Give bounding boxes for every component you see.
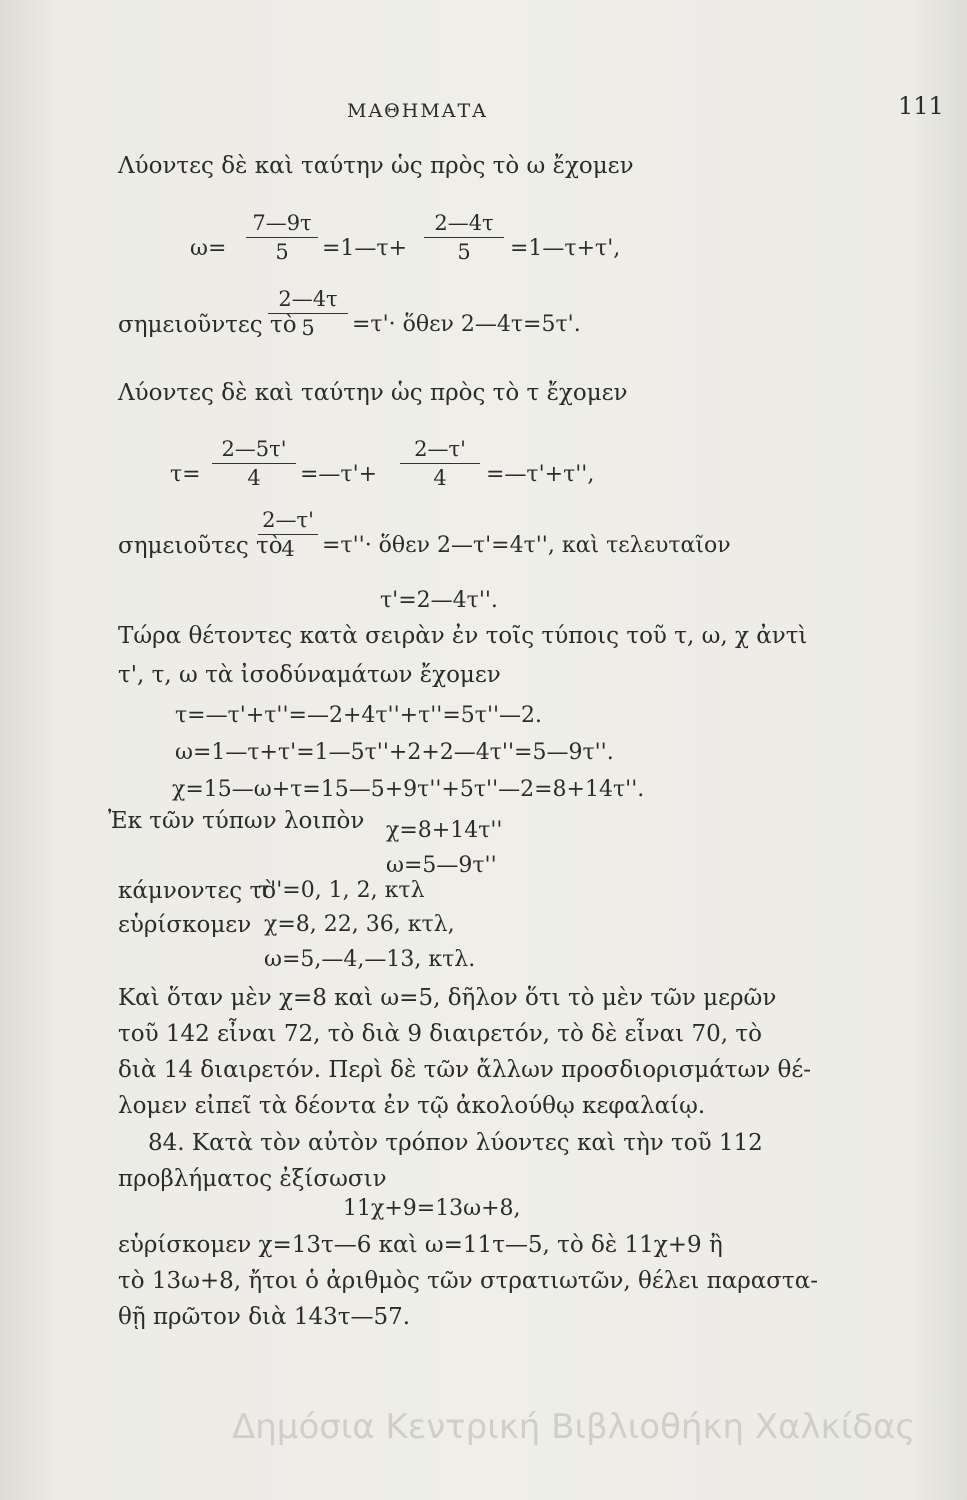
text-line: εὑρίσκομεν xyxy=(118,912,252,938)
text-line: Καὶ ὅταν μὲν χ=8 καὶ ω=5, δῆλον ὅτι τὸ μὲν τῶν μερῶν xyxy=(118,985,777,1011)
fraction xyxy=(424,210,504,265)
equation-line: τ=—τ'+τ''=—2+4τ''+τ''=5τ''—2. xyxy=(175,703,543,728)
equation-text: =1—τ+ xyxy=(322,236,408,261)
fraction-numerator: 2—τ' xyxy=(262,508,314,532)
text-line: τὸ 13ω+8, ἤτοι ὁ ἀριθμὸς τῶν στρατιωτῶν, θέλει παραστα- xyxy=(118,1268,819,1294)
fraction xyxy=(268,286,348,341)
text-line: Λύοντες δὲ καὶ ταύτην ὡς πρὸς τὸ τ ἔχομεν xyxy=(118,380,628,406)
equation-line: 11χ+9=13ω+8, xyxy=(343,1196,521,1221)
equation-text: =τ'· ὅθεν 2—4τ=5τ'. xyxy=(352,312,581,337)
fraction-bar xyxy=(246,237,318,238)
equation-text: =1—τ+τ', xyxy=(510,236,621,261)
text-line: κάμνοντες τὸ xyxy=(118,878,277,904)
text-line: θῇ πρῶτον διὰ 143τ—57. xyxy=(118,1304,411,1330)
fraction-bar xyxy=(424,237,504,238)
text-line: 84. Κατὰ τὸν αὐτὸν τρόπον λύοντες καὶ τὴν τοῦ 112 xyxy=(148,1130,763,1156)
equation-lhs: τ= xyxy=(170,462,201,487)
equation-line: τ'=2—4τ''. xyxy=(380,588,498,613)
text-line: εὑρίσκομεν χ=13τ—6 καὶ ω=11τ—5, τὸ δὲ 11χ+9 ἢ xyxy=(118,1232,723,1258)
fraction xyxy=(258,507,318,562)
equation-text: =τ''· ὅθεν 2—τ'=4τ'', καὶ τελευταῖον xyxy=(322,533,731,558)
equation-line: χ=15—ω+τ=15—5+9τ''+5τ''—2=8+14τ''. xyxy=(172,777,645,802)
equation-line: ω=1—τ+τ'=1—5τ''+2+2—4τ''=5—9τ''. xyxy=(175,740,614,765)
text-line: Λύοντες δὲ καὶ ταύτην ὡς πρὸς τὸ ω ἔχομεν xyxy=(118,153,634,179)
fraction xyxy=(212,436,296,491)
page-number: 111 xyxy=(898,92,944,120)
fraction-denominator: 4 xyxy=(433,466,447,490)
fraction-bar xyxy=(400,463,480,464)
fraction-denominator: 5 xyxy=(301,316,315,340)
library-watermark: Δημόσια Κεντρική Βιβλιοθήκη Χαλκίδας xyxy=(232,1407,916,1447)
fraction-numerator: 2—4τ xyxy=(278,287,338,311)
text-line: Τώρα θέτοντες κατὰ σειρὰν ἐν τοῖς τύποις τοῦ τ, ω, χ ἀντὶ xyxy=(118,623,808,649)
text-line: λομεν εἰπεῖ τὰ δέοντα ἐν τῷ ἀκολούθῳ κεφαλαίῳ. xyxy=(118,1093,706,1119)
text-line: διὰ 14 διαιρετόν. Περὶ δὲ τῶν ἄλλων προσδιορισμάτων θέ- xyxy=(118,1057,812,1083)
text-line: σημειοῦτες τὸ xyxy=(118,533,283,559)
fraction-bar xyxy=(268,313,348,314)
equation-line: ω=5,—4,—13, κτλ. xyxy=(264,947,476,972)
fraction-numerator: 2—4τ xyxy=(434,211,494,235)
equation-text: =—τ'+ xyxy=(300,462,378,487)
fraction-denominator: 4 xyxy=(281,537,295,561)
fraction-numerator: 7—9τ xyxy=(252,211,312,235)
text-line: Ἐκ τῶν τύπων λοιπὸν xyxy=(108,808,365,834)
text-line: τ', τ, ω τὰ ἰσοδύναμάτων ἔχομεν xyxy=(118,662,501,688)
fraction xyxy=(400,436,480,491)
text-line: προβλήματος ἐξίσωσιν xyxy=(118,1166,387,1192)
fraction-bar xyxy=(212,463,296,464)
equation-line: χ=8, 22, 36, κτλ, xyxy=(264,912,455,937)
fraction-denominator: 4 xyxy=(247,466,261,490)
text-line: σημειοῦντες τὸ xyxy=(118,312,297,338)
fraction xyxy=(246,210,318,265)
running-header: ΜΑΘΗΜΑΤΑ xyxy=(347,100,488,122)
text-line: τοῦ 142 εἶναι 72, τὸ διὰ 9 διαιρετόν, τὸ δὲ εἶναι 70, τὸ xyxy=(118,1021,762,1047)
fraction-numerator: 2—5τ' xyxy=(221,437,287,461)
equation-lhs: ω= xyxy=(190,236,227,261)
fraction-bar xyxy=(258,534,318,535)
equation-text: =—τ'+τ'', xyxy=(486,462,595,487)
fraction-numerator: 2—τ' xyxy=(414,437,466,461)
equation-line: χ=8+14τ'' xyxy=(386,818,503,843)
fraction-denominator: 5 xyxy=(457,240,471,264)
equation-line: ω=5—9τ'' xyxy=(386,853,497,878)
fraction-denominator: 5 xyxy=(275,240,289,264)
equation-line: τ''=0, 1, 2, κτλ xyxy=(258,878,425,903)
